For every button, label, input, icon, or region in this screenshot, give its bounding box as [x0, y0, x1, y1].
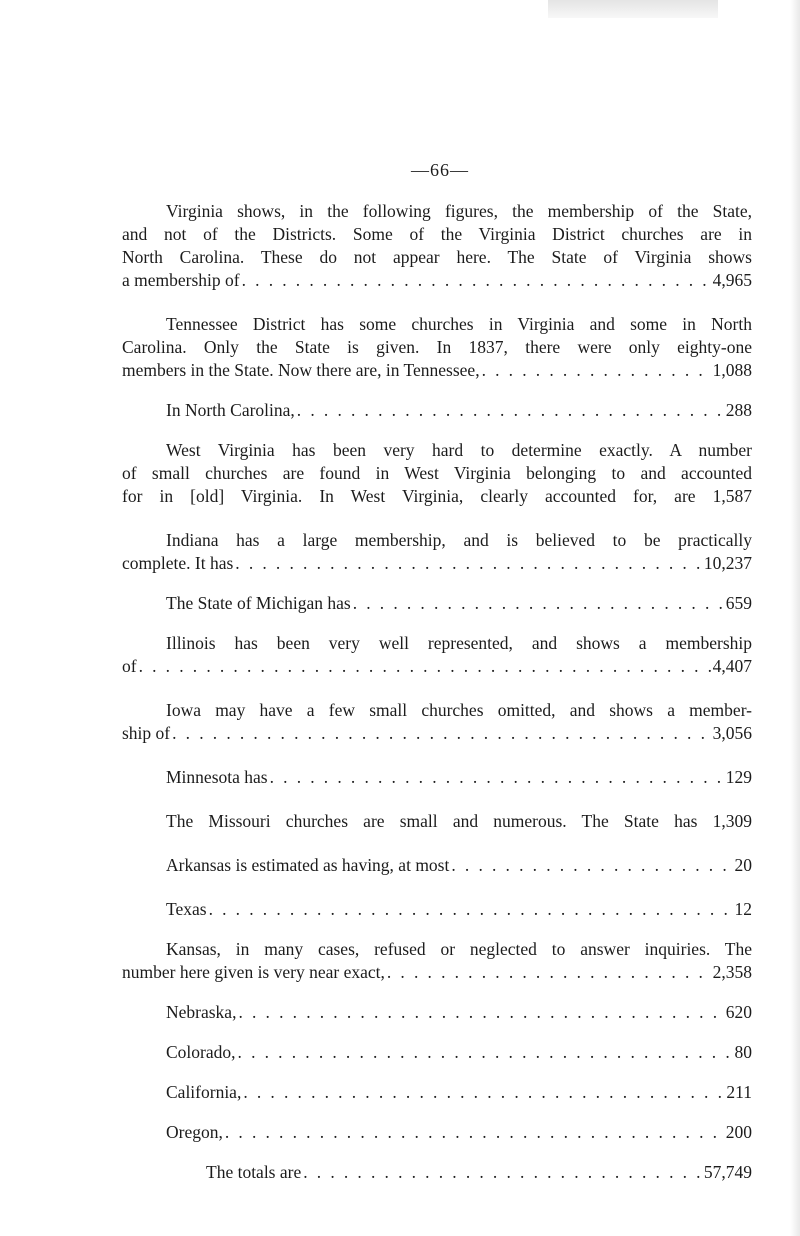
west-virginia-line-1: West Virginia has been very hard to determine exactly. A number [166, 440, 752, 460]
minnesota-label: Minnesota has [166, 767, 268, 787]
kansas-line-1: Kansas, in many cases, refused or neglected to answer inquiries. The [166, 939, 752, 959]
west-virginia-line-2: of small churches are found in West Virginia belonging to and accounted [122, 463, 752, 483]
indiana-label: complete. It has [122, 553, 234, 573]
arkansas-value: 20 [734, 855, 752, 875]
body-text [122, 200, 752, 1184]
kansas-line-2 [122, 961, 752, 984]
leader-dots [242, 269, 711, 292]
leader-dots [209, 898, 733, 921]
indiana-line-2 [122, 552, 752, 575]
leader-dots [243, 1081, 724, 1104]
paragraph-virginia [122, 200, 752, 292]
leader-dots [387, 961, 711, 984]
michigan-value: 659 [725, 593, 752, 613]
illinois-line-1: Illinois has been very well represented, and shows a membership [166, 633, 752, 653]
leader-dots [451, 854, 732, 877]
texas-label: Texas [166, 899, 207, 919]
iowa-label: ship of [122, 723, 171, 743]
entry-north-carolina [122, 399, 752, 422]
illinois-label: of [122, 656, 137, 676]
arkansas-label: Arkansas is estimated as having, at most [166, 855, 450, 875]
indiana-line-1: Indiana has a large membership, and is believed to be practically [166, 530, 752, 550]
entry-michigan [122, 592, 752, 615]
north-carolina-value: 288 [725, 400, 752, 420]
page-edge-shadow [790, 0, 800, 1236]
north-carolina-label: In North Carolina, [166, 400, 295, 420]
indiana-value: 10,237 [703, 553, 752, 573]
tennessee-line-3 [122, 359, 752, 382]
virginia-label: a membership of [122, 270, 240, 290]
virginia-line-4 [122, 269, 752, 292]
leader-dots [139, 655, 711, 678]
paragraph-iowa [122, 699, 752, 745]
entry-minnesota [122, 766, 752, 789]
iowa-line-2 [122, 722, 752, 745]
west-virginia-line-3: for in [old] Virginia. In West Virginia, clearly accounted for, are 1,587 [122, 486, 752, 506]
leader-dots [172, 722, 711, 745]
leader-dots [238, 1001, 723, 1024]
virginia-line-3: North Carolina. These do not appear here. The State of Virginia shows [122, 247, 752, 267]
paragraph-kansas [122, 938, 752, 984]
tennessee-line-2: Carolina. Only the State is given. In 1837, there were only eighty-one [122, 337, 752, 357]
michigan-label: The State of Michigan has [166, 593, 351, 613]
kansas-value: 2,358 [712, 962, 752, 982]
illinois-value: 4,407 [712, 656, 752, 676]
leader-dots [225, 1121, 724, 1144]
oregon-label: Oregon, [166, 1122, 223, 1142]
entry-nebraska [122, 1001, 752, 1024]
nebraska-label: Nebraska, [166, 1002, 237, 1022]
oregon-value: 200 [725, 1122, 752, 1142]
tennessee-line-1: Tennessee District has some churches in Virginia and some in North [166, 314, 752, 334]
paragraph-tennessee [122, 313, 752, 382]
colorado-label: Colorado, [166, 1042, 236, 1062]
illinois-line-2 [122, 655, 752, 678]
entry-oregon [122, 1121, 752, 1144]
entry-california [122, 1081, 752, 1104]
leader-dots [270, 766, 724, 789]
leader-dots [297, 399, 724, 422]
leader-dots [353, 592, 724, 615]
virginia-line-2: and not of the Districts. Some of the Virginia District churches are in [122, 224, 752, 244]
california-value: 211 [726, 1082, 752, 1102]
virginia-value: 4,965 [712, 270, 752, 290]
entry-colorado [122, 1041, 752, 1064]
tennessee-value: 1,088 [712, 360, 752, 380]
california-label: California, [166, 1082, 242, 1102]
leader-dots [235, 552, 702, 575]
minnesota-value: 129 [725, 767, 752, 787]
totals-label: The totals are [206, 1162, 302, 1182]
kansas-label: number here given is very near exact, [122, 962, 385, 982]
tennessee-label: members in the State. Now there are, in Tennessee, [122, 360, 480, 380]
scan-smudge [548, 0, 718, 18]
paragraph-west-virginia [122, 439, 752, 508]
paragraph-indiana [122, 529, 752, 575]
missouri-line: The Missouri churches are small and numerous. The State has 1,309 [166, 811, 752, 831]
entry-arkansas [122, 854, 752, 877]
nebraska-value: 620 [725, 1002, 752, 1022]
leader-dots [482, 359, 711, 382]
leader-dots [303, 1161, 702, 1184]
page-number: —66— [411, 160, 469, 180]
colorado-value: 80 [734, 1042, 752, 1062]
texas-value: 12 [734, 899, 752, 919]
leader-dots [238, 1041, 733, 1064]
iowa-line-1: Iowa may have a few small churches omitted, and shows a member- [166, 700, 752, 720]
entry-totals [122, 1161, 752, 1184]
entry-texas [122, 898, 752, 921]
paragraph-illinois [122, 632, 752, 678]
virginia-line-1: Virginia shows, in the following figures, the membership of the State, [166, 201, 752, 221]
totals-value: 57,749 [703, 1162, 752, 1182]
iowa-value: 3,056 [712, 723, 752, 743]
